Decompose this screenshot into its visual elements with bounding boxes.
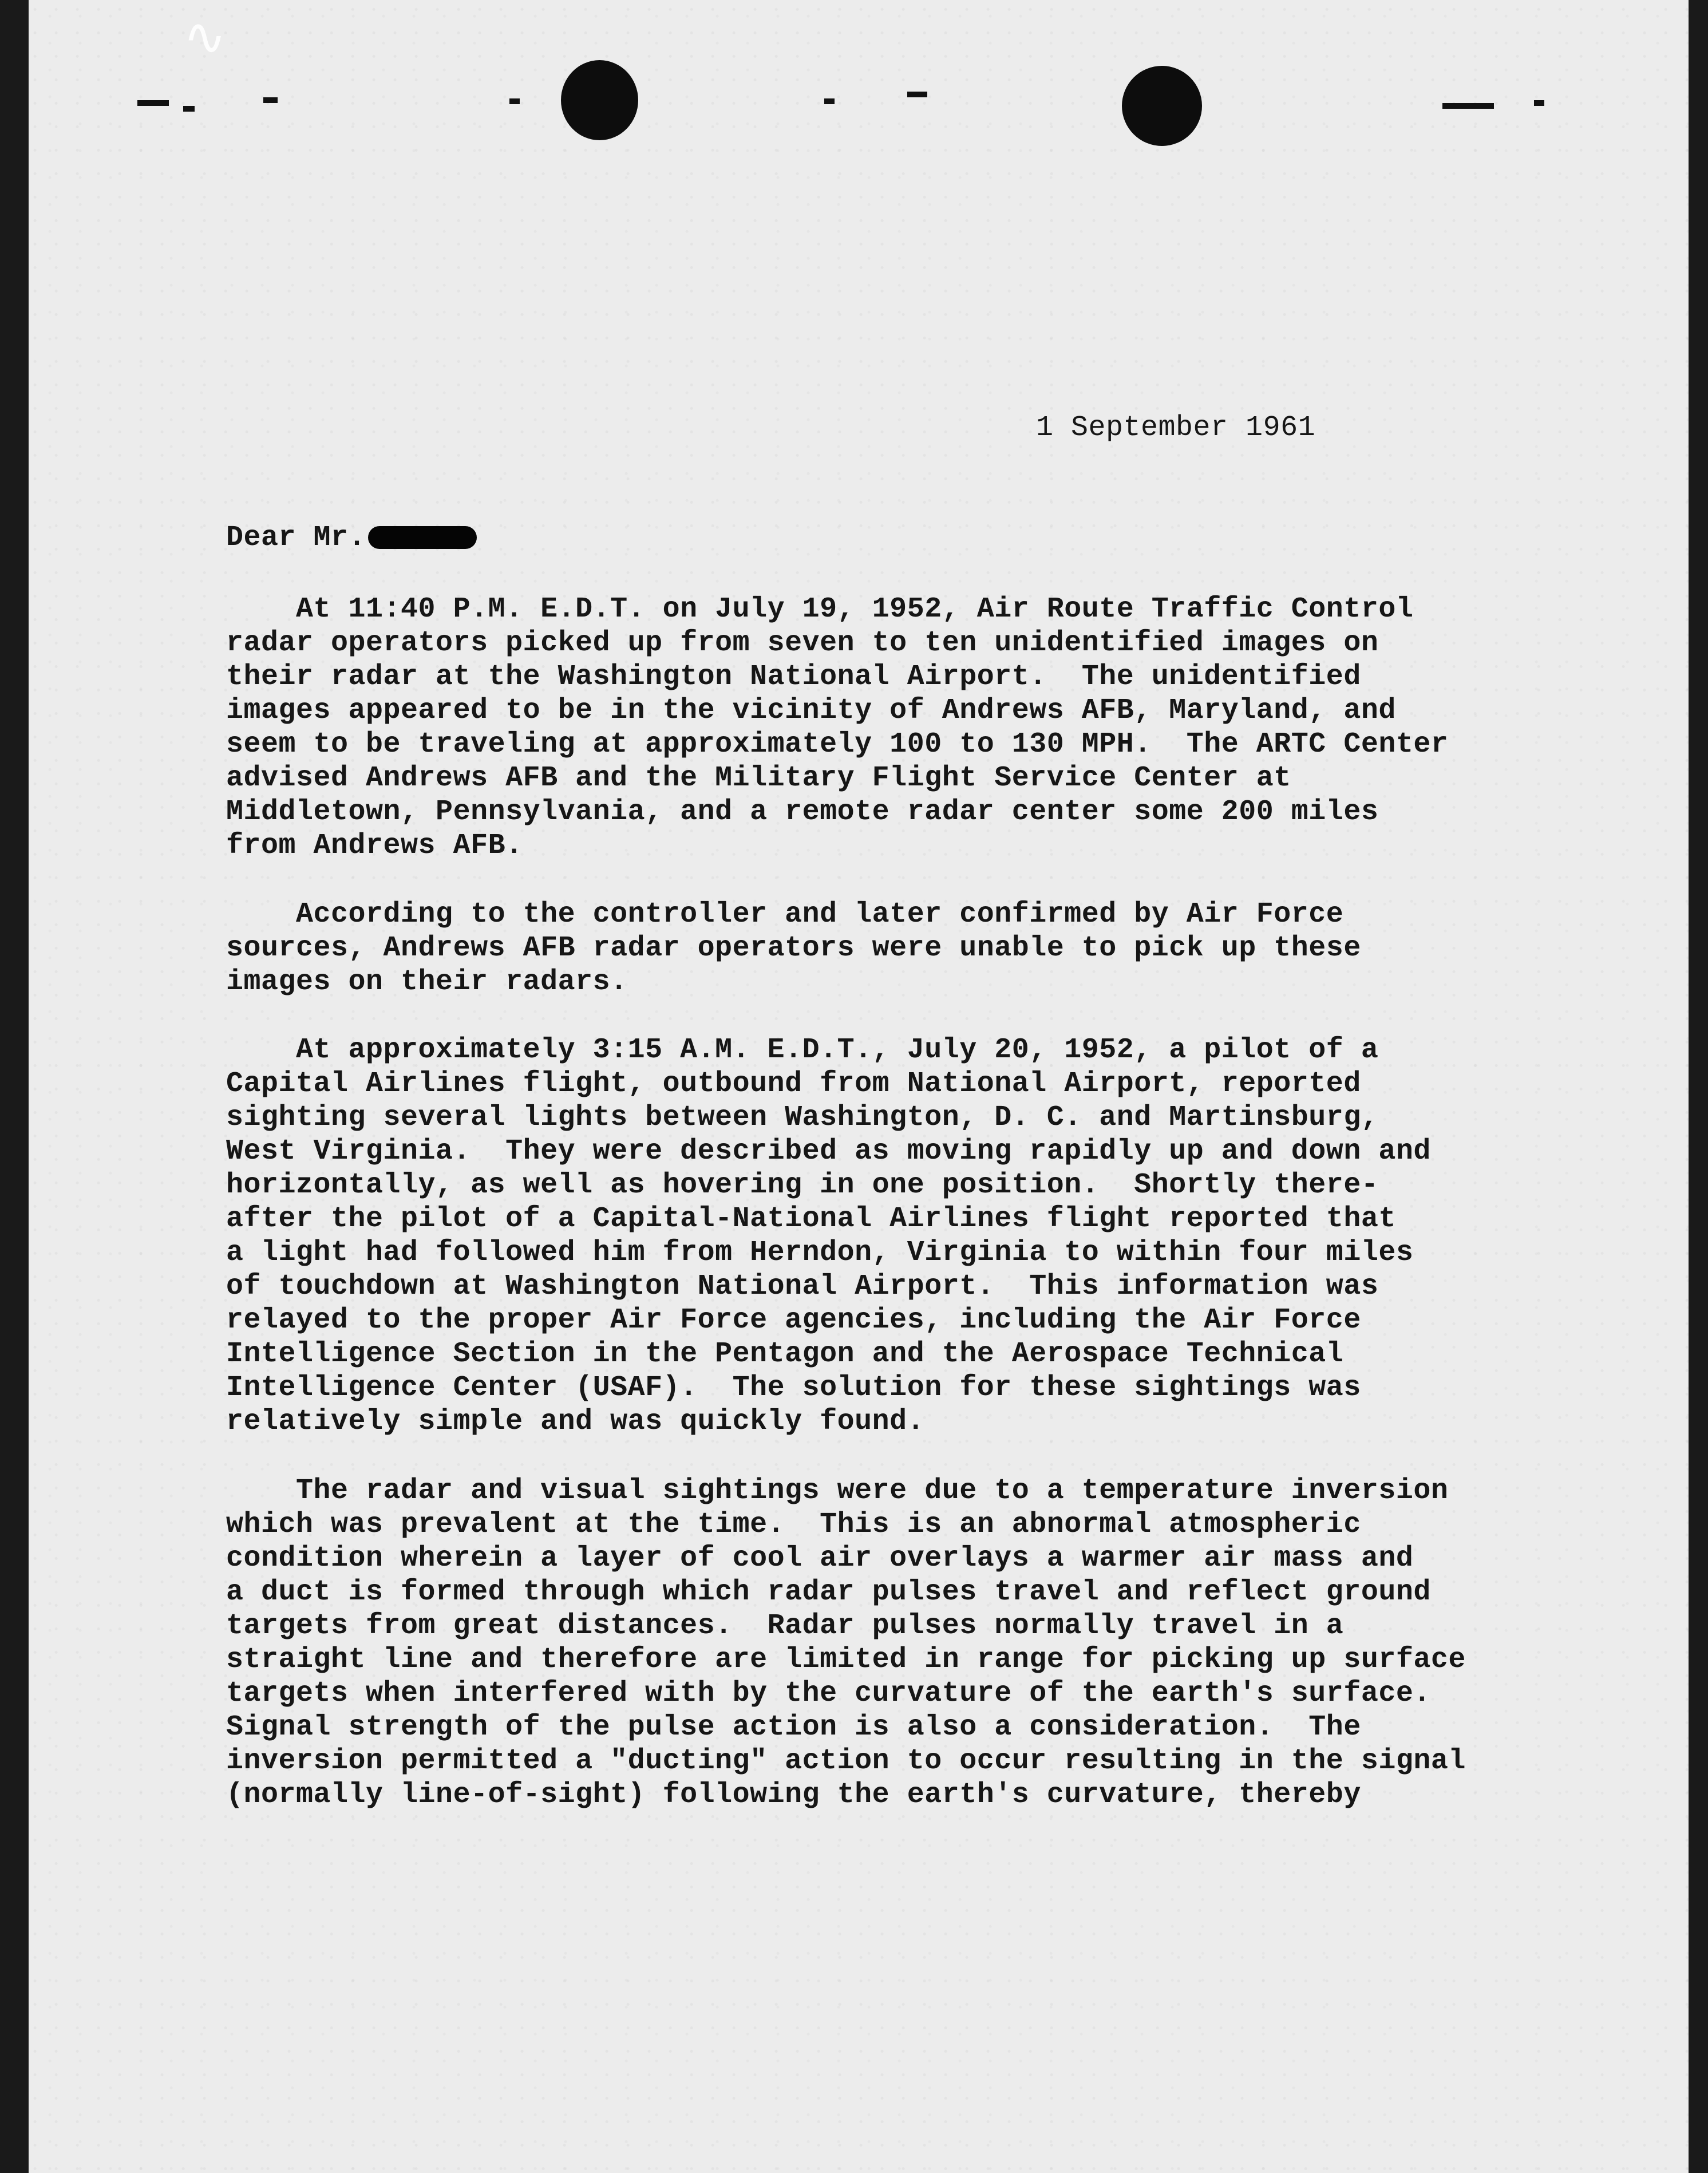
paragraph-line: from Andrews AFB. (226, 829, 523, 862)
paragraph-line: advised Andrews AFB and the Military Flight Service Center at (226, 762, 1291, 795)
paragraph-line: According to the controller and later confirmed by Air Force (226, 898, 1344, 931)
paragraph-line: radar operators picked up from seven to ten unidentified images on (226, 627, 1379, 659)
redacted-name (368, 526, 477, 549)
paragraph-line: a duct is formed through which radar pulses travel and reflect ground (226, 1576, 1431, 1609)
letter-date: 1 September 1961 (1036, 412, 1316, 444)
paragraph-line: after the pilot of a Capital-National Airlines flight reported that (226, 1203, 1396, 1235)
handwritten-mark: ∿ (183, 7, 227, 67)
paragraph-line: Signal strength of the pulse action is also a consideration. The (226, 1711, 1361, 1744)
paragraph-line: The radar and visual sightings were due to a temperature inversion (226, 1475, 1449, 1507)
paragraph-4 (226, 1474, 1466, 1812)
paragraph-line: Intelligence Section in the Pentagon and the Aerospace Technical (226, 1338, 1344, 1370)
paragraph-line: a light had followed him from Herndon, Virginia to within four miles (226, 1236, 1414, 1269)
paragraph-3 (226, 1033, 1431, 1439)
paragraph-line: inversion permitted a "ducting" action to occur resulting in the signal (226, 1745, 1466, 1777)
paragraph-line: Middletown, Pennsylvania, and a remote radar center some 200 miles (226, 796, 1379, 828)
paragraph-line: At 11:40 P.M. E.D.T. on July 19, 1952, Air Route Traffic Control (226, 593, 1414, 626)
paragraph-line: condition wherein a layer of cool air overlays a warmer air mass and (226, 1542, 1414, 1575)
paragraph-line: images appeared to be in the vicinity of Andrews AFB, Maryland, and (226, 694, 1396, 727)
paragraph-1 (226, 592, 1448, 863)
paragraph-line: relatively simple and was quickly found. (226, 1405, 925, 1438)
paragraph-line: sighting several lights between Washington, D. C. and Martinsburg, (226, 1101, 1379, 1134)
paragraph-line: their radar at the Washington National Airport. The unidentified (226, 661, 1361, 693)
paragraph-line: West Virginia. They were described as moving rapidly up and down and (226, 1135, 1431, 1168)
paragraph-line: Intelligence Center (USAF). The solution for these sightings was (226, 1372, 1361, 1404)
paragraph-line: targets from great distances. Radar pulses normally travel in a (226, 1610, 1344, 1642)
paragraph-line: (normally line-of-sight) following the earth's curvature, thereby (226, 1779, 1361, 1811)
paragraph-line: of touchdown at Washington National Airport. This information was (226, 1270, 1379, 1303)
paragraph-line: Capital Airlines flight, outbound from National Airport, reported (226, 1068, 1361, 1100)
paragraph-line: straight line and therefore are limited in range for picking up surface (226, 1643, 1466, 1676)
paragraph-line: which was prevalent at the time. This is an abnormal atmospheric (226, 1508, 1361, 1541)
letter-body (29, 0, 1689, 2173)
paragraph-line: targets when interfered with by the curvature of the earth's surface. (226, 1677, 1431, 1710)
paragraph-line: At approximately 3:15 A.M. E.D.T., July 20, 1952, a pilot of a (226, 1034, 1379, 1066)
paragraph-line: seem to be traveling at approximately 100 to 130 MPH. The ARTC Center (226, 728, 1449, 761)
paragraph-line: images on their radars. (226, 966, 628, 998)
paragraph-line: sources, Andrews AFB radar operators were unable to pick up these (226, 932, 1361, 965)
paragraph-2 (226, 898, 1361, 999)
salutation-text: Dear Mr. (226, 521, 366, 554)
document-page (29, 0, 1689, 2173)
salutation (226, 521, 477, 555)
paragraph-line: relayed to the proper Air Force agencies, including the Air Force (226, 1304, 1361, 1337)
paragraph-line: horizontally, as well as hovering in one position. Shortly there- (226, 1169, 1379, 1202)
